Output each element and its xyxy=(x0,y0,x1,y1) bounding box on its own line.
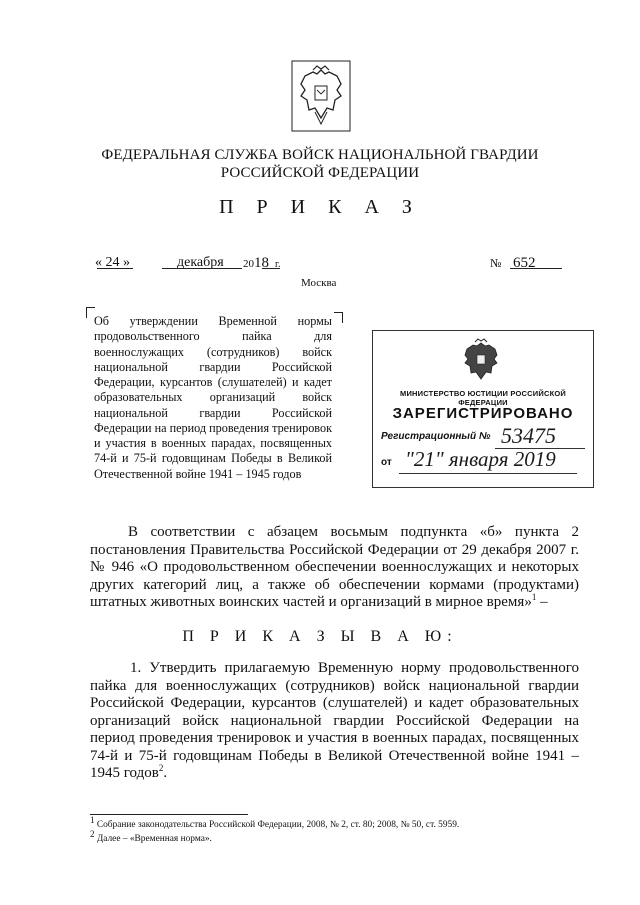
date-underline xyxy=(262,268,280,269)
coat-of-arms-icon xyxy=(459,337,503,385)
stamp-date-value: "21" января 2019 xyxy=(405,447,556,471)
year-suffix: 18 xyxy=(254,255,269,271)
footnote-1 xyxy=(90,815,460,831)
footnote-mark: 2 xyxy=(90,829,95,839)
year-prefix: 20 xyxy=(243,258,254,270)
order-item-1 xyxy=(90,660,579,783)
item1-end: . xyxy=(163,765,168,781)
date-underline xyxy=(97,268,133,269)
order-year xyxy=(243,255,280,272)
footnote-2 xyxy=(90,829,212,845)
footnote-text: Далее – «Временная норма». xyxy=(94,834,212,845)
footnote-ref: 2 xyxy=(158,763,164,773)
footnote-divider xyxy=(90,814,248,815)
agency-name-line2: РОССИЙСКОЙ ФЕДЕРАЦИИ xyxy=(220,165,420,181)
order-day: « 24 » xyxy=(95,255,130,270)
item1-text: 1. Утвердить прилагаемую Временную норму продовольственного пайка для военнослужащих (сотрудников) войск национальной гвардии Российской Федерации, курсантов (слушателей) и кадет образовательных организаций войск национальной гвардии Российской Федерации на период проведения тренировок и участия в военных парадах, посвященных 74-й и 75-й годовщинам Победы в Великой Отечественной войне 1941 – 1945 годов xyxy=(90,660,579,781)
preamble-end: – xyxy=(536,594,548,610)
number-underline xyxy=(510,268,562,269)
stamp-ministry: МИНИСТЕРСТВО ЮСТИЦИИ РОССИЙСКОЙ ФЕДЕРАЦИИ xyxy=(400,389,566,407)
date-underline xyxy=(162,268,242,269)
order-number xyxy=(490,255,535,272)
document-type-title: П Р И К А З xyxy=(219,196,421,218)
coat-of-arms-icon xyxy=(291,60,351,132)
order-word: П Р И К А З Ы В А Ю: xyxy=(182,628,458,645)
agency-name-line1: ФЕДЕРАЛЬНАЯ СЛУЖБА ВОЙСК НАЦИОНАЛЬНОЙ ГВАРДИИ xyxy=(101,147,539,163)
registration-stamp xyxy=(372,330,594,488)
order-subject: Об утверждении Временной нормы продовольственного пайка для военнослужащих (сотрудников) войск национальной гвардии Российской Федерации, курсантов (слушателей) и кадет образовательных организаций войск национальной гвардии Российской Федерации на период проведения тренировок и участия в военных парадах, посвященных 74-й и 75-й годовщинам Победы в Великой Отечественной войне 1941 – 1945 годов xyxy=(94,314,332,481)
number-value: 652 xyxy=(512,255,536,271)
footnote-ref: 1 xyxy=(531,592,537,602)
stamp-status: ЗАРЕГИСТРИРОВАНО xyxy=(392,405,574,422)
preamble-paragraph xyxy=(90,524,579,612)
number-label: № xyxy=(490,256,502,270)
year-marker: г. xyxy=(275,259,281,270)
stamp-date-label: от xyxy=(381,457,392,468)
stamp-underline xyxy=(399,473,577,474)
stamp-regno-label: Регистрационный № xyxy=(381,431,491,442)
stamp-regno-value: 53475 xyxy=(501,423,556,448)
order-month: декабря xyxy=(177,255,224,270)
city: Москва xyxy=(301,277,337,289)
footnote-mark: 1 xyxy=(90,815,95,825)
preamble-text: В соответствии с абзацем восьмым подпункта «б» пункта 2 постановления Правительства Российской Федерации от 29 декабря 2007 г. № 946 «О продовольственном обеспечении военнослужащих и некоторых других категорий лиц, а также об обеспечении кормами (продуктами) штатных животных воинских частей и организаций в мирное время» xyxy=(90,524,579,610)
subject-bracket-right xyxy=(334,312,343,323)
footnote-text: Собрание законодательства Российской Федерации, 2008, № 2, ст. 80; 2008, № 50, ст. 5959. xyxy=(94,820,460,831)
